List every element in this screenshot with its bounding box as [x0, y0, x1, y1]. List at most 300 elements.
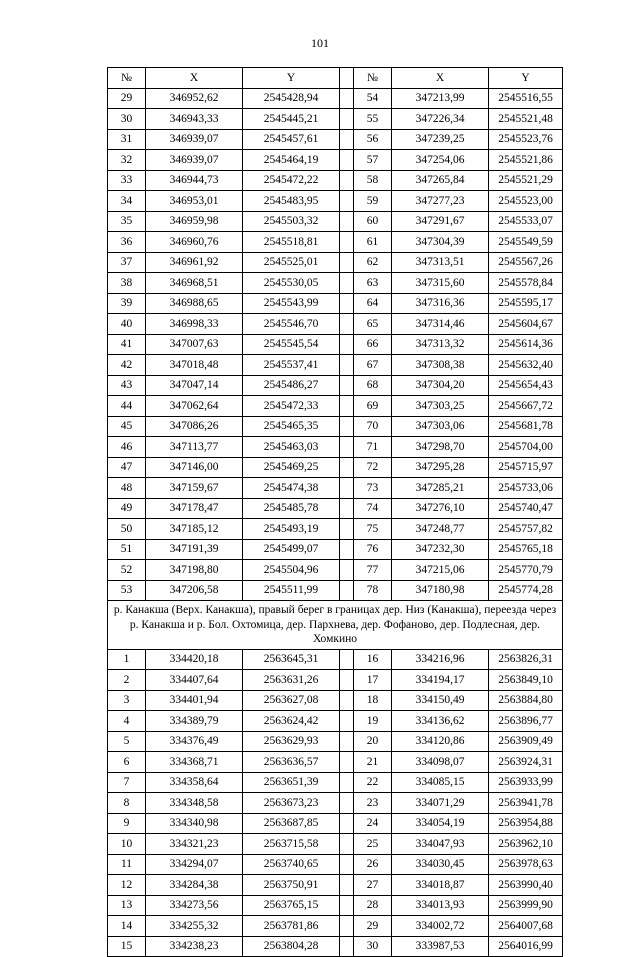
coordinate-x: 334273,56 — [146, 895, 243, 916]
column-gap — [340, 129, 354, 150]
point-number: 47 — [108, 457, 146, 478]
table-row — [108, 731, 563, 752]
table-row — [108, 375, 563, 396]
coordinate-x: 347239,25 — [392, 129, 489, 150]
coordinate-x: 334294,07 — [146, 854, 243, 875]
column-gap — [340, 68, 354, 89]
table-row — [108, 273, 563, 294]
coordinate-x: 334348,58 — [146, 793, 243, 814]
coordinate-y: 2545516,55 — [489, 88, 563, 109]
point-number: 66 — [354, 334, 392, 355]
coordinate-x: 334047,93 — [392, 834, 489, 855]
point-number: 60 — [354, 211, 392, 232]
coordinate-x: 347254,06 — [392, 150, 489, 171]
column-header-y: Y — [489, 68, 563, 89]
coordinate-y: 2563673,23 — [243, 793, 340, 814]
table-row — [108, 170, 563, 191]
coordinate-x: 347265,84 — [392, 170, 489, 191]
point-number: 30 — [354, 936, 392, 957]
coordinate-y: 2545757,82 — [489, 519, 563, 540]
column-gap — [340, 752, 354, 773]
coordinate-x: 334238,23 — [146, 936, 243, 957]
column-gap — [340, 711, 354, 732]
coordinate-y: 2563715,58 — [243, 834, 340, 855]
coordinate-x: 347303,25 — [392, 396, 489, 417]
point-number: 35 — [108, 211, 146, 232]
column-gap — [340, 109, 354, 130]
column-gap — [340, 416, 354, 437]
point-number: 31 — [108, 129, 146, 150]
table-header-row — [108, 68, 563, 89]
coordinate-y: 2563909,49 — [489, 731, 563, 752]
coordinate-x: 347291,67 — [392, 211, 489, 232]
column-gap — [340, 580, 354, 601]
coordinate-x: 347303,06 — [392, 416, 489, 437]
table-row — [108, 478, 563, 499]
table-row — [108, 875, 563, 896]
table-row — [108, 457, 563, 478]
point-number: 41 — [108, 334, 146, 355]
table-row — [108, 293, 563, 314]
point-number: 2 — [108, 670, 146, 691]
point-number: 68 — [354, 375, 392, 396]
table-row — [108, 416, 563, 437]
table-row — [108, 191, 563, 212]
coordinate-y: 2545523,76 — [489, 129, 563, 150]
column-gap — [340, 834, 354, 855]
coordinate-y: 2545704,00 — [489, 437, 563, 458]
coordinate-x: 346943,33 — [146, 109, 243, 130]
table-row — [108, 334, 563, 355]
coordinate-y: 2563924,31 — [489, 752, 563, 773]
point-number: 28 — [354, 895, 392, 916]
coordinate-x: 347276,10 — [392, 498, 489, 519]
coordinate-x: 347313,32 — [392, 334, 489, 355]
point-number: 10 — [108, 834, 146, 855]
point-number: 29 — [108, 88, 146, 109]
coordinate-y: 2545525,01 — [243, 252, 340, 273]
point-number: 73 — [354, 478, 392, 499]
column-gap — [340, 539, 354, 560]
coordinate-x: 334085,15 — [392, 772, 489, 793]
coordinate-y: 2545667,72 — [489, 396, 563, 417]
coordinate-x: 347316,36 — [392, 293, 489, 314]
column-gap — [340, 314, 354, 335]
point-number: 52 — [108, 560, 146, 581]
table-row — [108, 649, 563, 670]
point-number: 15 — [108, 936, 146, 957]
coordinate-x: 334194,17 — [392, 670, 489, 691]
coordinate-y: 2563954,88 — [489, 813, 563, 834]
coordinate-x: 347314,46 — [392, 314, 489, 335]
point-number: 51 — [108, 539, 146, 560]
point-number: 25 — [354, 834, 392, 855]
table-row — [108, 813, 563, 834]
table-row — [108, 232, 563, 253]
point-number: 57 — [354, 150, 392, 171]
coordinate-x: 347206,58 — [146, 580, 243, 601]
point-number: 74 — [354, 498, 392, 519]
point-number: 23 — [354, 793, 392, 814]
column-gap — [340, 191, 354, 212]
coordinate-y: 2545604,67 — [489, 314, 563, 335]
point-number: 75 — [354, 519, 392, 540]
point-number: 18 — [354, 690, 392, 711]
point-number: 69 — [354, 396, 392, 417]
coordinate-x: 334150,49 — [392, 690, 489, 711]
coordinate-y: 2545530,05 — [243, 273, 340, 294]
table-row — [108, 772, 563, 793]
coordinate-y: 2563781,86 — [243, 916, 340, 937]
coordinate-y: 2563636,57 — [243, 752, 340, 773]
coordinate-x: 334376,49 — [146, 731, 243, 752]
point-number: 46 — [108, 437, 146, 458]
coordinate-y: 2563884,80 — [489, 690, 563, 711]
point-number: 67 — [354, 355, 392, 376]
column-gap — [340, 670, 354, 691]
coordinate-x: 347113,77 — [146, 437, 243, 458]
coordinate-y: 2545632,40 — [489, 355, 563, 376]
coordinate-x: 334216,96 — [392, 649, 489, 670]
point-number: 49 — [108, 498, 146, 519]
point-number: 54 — [354, 88, 392, 109]
table-row — [108, 396, 563, 417]
column-gap — [340, 916, 354, 937]
point-number: 36 — [108, 232, 146, 253]
coordinates-table — [107, 67, 563, 957]
coordinate-y: 2545499,07 — [243, 539, 340, 560]
table-row — [108, 895, 563, 916]
coordinate-x: 347315,60 — [392, 273, 489, 294]
column-gap — [340, 772, 354, 793]
coordinate-y: 2563896,77 — [489, 711, 563, 732]
point-number: 3 — [108, 690, 146, 711]
coordinate-x: 347232,30 — [392, 539, 489, 560]
coordinate-x: 347304,20 — [392, 375, 489, 396]
coordinate-x: 347178,47 — [146, 498, 243, 519]
point-number: 8 — [108, 793, 146, 814]
column-header-x: X — [392, 68, 489, 89]
coordinate-x: 334407,64 — [146, 670, 243, 691]
point-number: 58 — [354, 170, 392, 191]
column-gap — [340, 211, 354, 232]
column-gap — [340, 355, 354, 376]
coordinate-y: 2563933,99 — [489, 772, 563, 793]
coordinate-y: 2545545,54 — [243, 334, 340, 355]
coordinate-x: 347226,34 — [392, 109, 489, 130]
table-row — [108, 355, 563, 376]
table-row — [108, 916, 563, 937]
coordinate-x: 347062,64 — [146, 396, 243, 417]
point-number: 53 — [108, 580, 146, 601]
table-row — [108, 936, 563, 957]
table-row — [108, 437, 563, 458]
coordinate-y: 2563629,93 — [243, 731, 340, 752]
point-number: 21 — [354, 752, 392, 773]
coordinate-x: 347191,39 — [146, 539, 243, 560]
point-number: 26 — [354, 854, 392, 875]
point-number: 32 — [108, 150, 146, 171]
coordinate-y: 2563941,78 — [489, 793, 563, 814]
table-row — [108, 252, 563, 273]
coordinate-x: 346968,51 — [146, 273, 243, 294]
point-number: 64 — [354, 293, 392, 314]
table-row — [108, 834, 563, 855]
coordinate-y: 2545503,32 — [243, 211, 340, 232]
coordinate-x: 347159,67 — [146, 478, 243, 499]
coordinate-y: 2563750,91 — [243, 875, 340, 896]
coordinate-y: 2563765,15 — [243, 895, 340, 916]
coordinate-y: 2563631,26 — [243, 670, 340, 691]
coordinate-x: 347298,70 — [392, 437, 489, 458]
column-gap — [340, 498, 354, 519]
point-number: 39 — [108, 293, 146, 314]
point-number: 13 — [108, 895, 146, 916]
coordinate-x: 333987,53 — [392, 936, 489, 957]
coordinate-y: 2563849,10 — [489, 670, 563, 691]
point-number: 17 — [354, 670, 392, 691]
table-row — [108, 211, 563, 232]
column-gap — [340, 232, 354, 253]
column-gap — [340, 334, 354, 355]
column-gap — [340, 936, 354, 957]
coordinate-x: 346953,01 — [146, 191, 243, 212]
column-gap — [340, 88, 354, 109]
point-number: 48 — [108, 478, 146, 499]
coordinate-y: 2563962,10 — [489, 834, 563, 855]
coordinate-y: 2545483,95 — [243, 191, 340, 212]
coordinate-x: 346998,33 — [146, 314, 243, 335]
point-number: 70 — [354, 416, 392, 437]
point-number: 37 — [108, 252, 146, 273]
page-number: 101 — [311, 36, 329, 50]
point-number: 22 — [354, 772, 392, 793]
coordinate-y: 2545533,07 — [489, 211, 563, 232]
point-number: 40 — [108, 314, 146, 335]
table-row — [108, 88, 563, 109]
point-number: 20 — [354, 731, 392, 752]
point-number: 65 — [354, 314, 392, 335]
coordinate-x: 346944,73 — [146, 170, 243, 191]
coordinate-y: 2545543,99 — [243, 293, 340, 314]
coordinate-x: 334013,93 — [392, 895, 489, 916]
table-row — [108, 670, 563, 691]
table-row — [108, 854, 563, 875]
point-number: 42 — [108, 355, 146, 376]
coordinate-y: 2545521,48 — [489, 109, 563, 130]
coordinate-y: 2545521,86 — [489, 150, 563, 171]
point-number: 29 — [354, 916, 392, 937]
point-number: 56 — [354, 129, 392, 150]
column-gap — [340, 793, 354, 814]
coordinate-y: 2563624,42 — [243, 711, 340, 732]
coordinate-x: 334401,94 — [146, 690, 243, 711]
coordinate-x: 347313,51 — [392, 252, 489, 273]
table-row — [108, 150, 563, 171]
coordinate-x: 334071,29 — [392, 793, 489, 814]
column-gap — [340, 813, 354, 834]
coordinate-x: 347086,26 — [146, 416, 243, 437]
section-title-row — [108, 601, 563, 650]
coordinate-x: 347215,06 — [392, 560, 489, 581]
coordinate-x: 347198,80 — [146, 560, 243, 581]
coordinate-x: 347007,63 — [146, 334, 243, 355]
coordinate-y: 2545445,21 — [243, 109, 340, 130]
coordinate-y: 2545469,25 — [243, 457, 340, 478]
point-number: 14 — [108, 916, 146, 937]
point-number: 71 — [354, 437, 392, 458]
coordinate-x: 347295,28 — [392, 457, 489, 478]
coordinate-y: 2545428,94 — [243, 88, 340, 109]
coordinate-x: 346939,07 — [146, 150, 243, 171]
table-row — [108, 580, 563, 601]
coordinate-x: 334389,79 — [146, 711, 243, 732]
coordinate-y: 2545518,81 — [243, 232, 340, 253]
column-header-y: Y — [243, 68, 340, 89]
coordinate-x: 347213,99 — [392, 88, 489, 109]
coordinate-x: 347277,23 — [392, 191, 489, 212]
point-number: 9 — [108, 813, 146, 834]
column-gap — [340, 478, 354, 499]
column-gap — [340, 170, 354, 191]
coordinate-x: 347248,77 — [392, 519, 489, 540]
coordinate-y: 2545472,33 — [243, 396, 340, 417]
coordinate-x: 334120,86 — [392, 731, 489, 752]
column-gap — [340, 875, 354, 896]
point-number: 34 — [108, 191, 146, 212]
column-header-number: № — [354, 68, 392, 89]
point-number: 43 — [108, 375, 146, 396]
point-number: 27 — [354, 875, 392, 896]
point-number: 77 — [354, 560, 392, 581]
coordinate-x: 347185,12 — [146, 519, 243, 540]
point-number: 72 — [354, 457, 392, 478]
coordinate-x: 334321,23 — [146, 834, 243, 855]
column-gap — [340, 252, 354, 273]
coordinate-x: 346939,07 — [146, 129, 243, 150]
coordinate-x: 346961,92 — [146, 252, 243, 273]
coordinate-y: 2545457,61 — [243, 129, 340, 150]
coordinate-x: 347285,21 — [392, 478, 489, 499]
coordinate-y: 2563804,28 — [243, 936, 340, 957]
point-number: 38 — [108, 273, 146, 294]
point-number: 4 — [108, 711, 146, 732]
coordinate-y: 2545733,06 — [489, 478, 563, 499]
point-number: 11 — [108, 854, 146, 875]
coordinates-table-body — [108, 68, 563, 957]
column-gap — [340, 560, 354, 581]
column-gap — [340, 649, 354, 670]
coordinate-y: 2563990,40 — [489, 875, 563, 896]
coordinate-y: 2545465,35 — [243, 416, 340, 437]
coordinate-y: 2545485,78 — [243, 498, 340, 519]
column-gap — [340, 375, 354, 396]
coordinate-y: 2564016,99 — [489, 936, 563, 957]
coordinate-y: 2563826,31 — [489, 649, 563, 670]
point-number: 61 — [354, 232, 392, 253]
column-gap — [340, 895, 354, 916]
table-row — [108, 519, 563, 540]
coordinate-x: 334030,45 — [392, 854, 489, 875]
table-row — [108, 793, 563, 814]
column-gap — [340, 150, 354, 171]
point-number: 19 — [354, 711, 392, 732]
coordinate-y: 2545521,29 — [489, 170, 563, 191]
column-header-number: № — [108, 68, 146, 89]
point-number: 63 — [354, 273, 392, 294]
coordinate-y: 2563740,65 — [243, 854, 340, 875]
coordinate-x: 334284,38 — [146, 875, 243, 896]
coordinate-y: 2545681,78 — [489, 416, 563, 437]
coordinate-y: 2563645,31 — [243, 649, 340, 670]
point-number: 45 — [108, 416, 146, 437]
table-row — [108, 498, 563, 519]
coordinate-x: 334136,62 — [392, 711, 489, 732]
point-number: 55 — [354, 109, 392, 130]
table-row — [108, 129, 563, 150]
coordinate-y: 2545523,00 — [489, 191, 563, 212]
column-gap — [340, 854, 354, 875]
point-number: 12 — [108, 875, 146, 896]
coordinate-y: 2545472,22 — [243, 170, 340, 191]
coordinate-x: 347047,14 — [146, 375, 243, 396]
coordinate-y: 2545463,03 — [243, 437, 340, 458]
coordinate-x: 334420,18 — [146, 649, 243, 670]
coordinate-x: 334358,64 — [146, 772, 243, 793]
coordinate-y: 2545511,99 — [243, 580, 340, 601]
coordinate-y: 2545595,17 — [489, 293, 563, 314]
column-gap — [340, 437, 354, 458]
coordinate-y: 2545546,70 — [243, 314, 340, 335]
coordinate-x: 334255,32 — [146, 916, 243, 937]
coordinate-y: 2564007,68 — [489, 916, 563, 937]
coordinate-y: 2545486,27 — [243, 375, 340, 396]
coordinate-y: 2545770,79 — [489, 560, 563, 581]
table-row — [108, 752, 563, 773]
coordinate-x: 346988,65 — [146, 293, 243, 314]
coordinate-y: 2563687,85 — [243, 813, 340, 834]
column-gap — [340, 690, 354, 711]
coordinate-x: 347308,38 — [392, 355, 489, 376]
table-row — [108, 314, 563, 335]
coordinate-x: 347180,98 — [392, 580, 489, 601]
coordinate-y: 2545504,96 — [243, 560, 340, 581]
coordinate-y: 2563651,39 — [243, 772, 340, 793]
coordinate-x: 334368,71 — [146, 752, 243, 773]
coordinate-y: 2545493,19 — [243, 519, 340, 540]
point-number: 30 — [108, 109, 146, 130]
column-header-x: X — [146, 68, 243, 89]
column-gap — [340, 396, 354, 417]
coordinate-y: 2545614,36 — [489, 334, 563, 355]
coordinate-x: 334018,87 — [392, 875, 489, 896]
point-number: 44 — [108, 396, 146, 417]
column-gap — [340, 457, 354, 478]
column-gap — [340, 519, 354, 540]
coordinate-y: 2545474,38 — [243, 478, 340, 499]
coordinate-x: 347146,00 — [146, 457, 243, 478]
table-row — [108, 560, 563, 581]
column-gap — [340, 273, 354, 294]
point-number: 59 — [354, 191, 392, 212]
coordinate-x: 334340,98 — [146, 813, 243, 834]
coordinate-x: 334054,19 — [392, 813, 489, 834]
coordinate-y: 2545774,28 — [489, 580, 563, 601]
coordinate-y: 2563627,08 — [243, 690, 340, 711]
coordinate-x: 346952,62 — [146, 88, 243, 109]
table-row — [108, 109, 563, 130]
point-number: 1 — [108, 649, 146, 670]
